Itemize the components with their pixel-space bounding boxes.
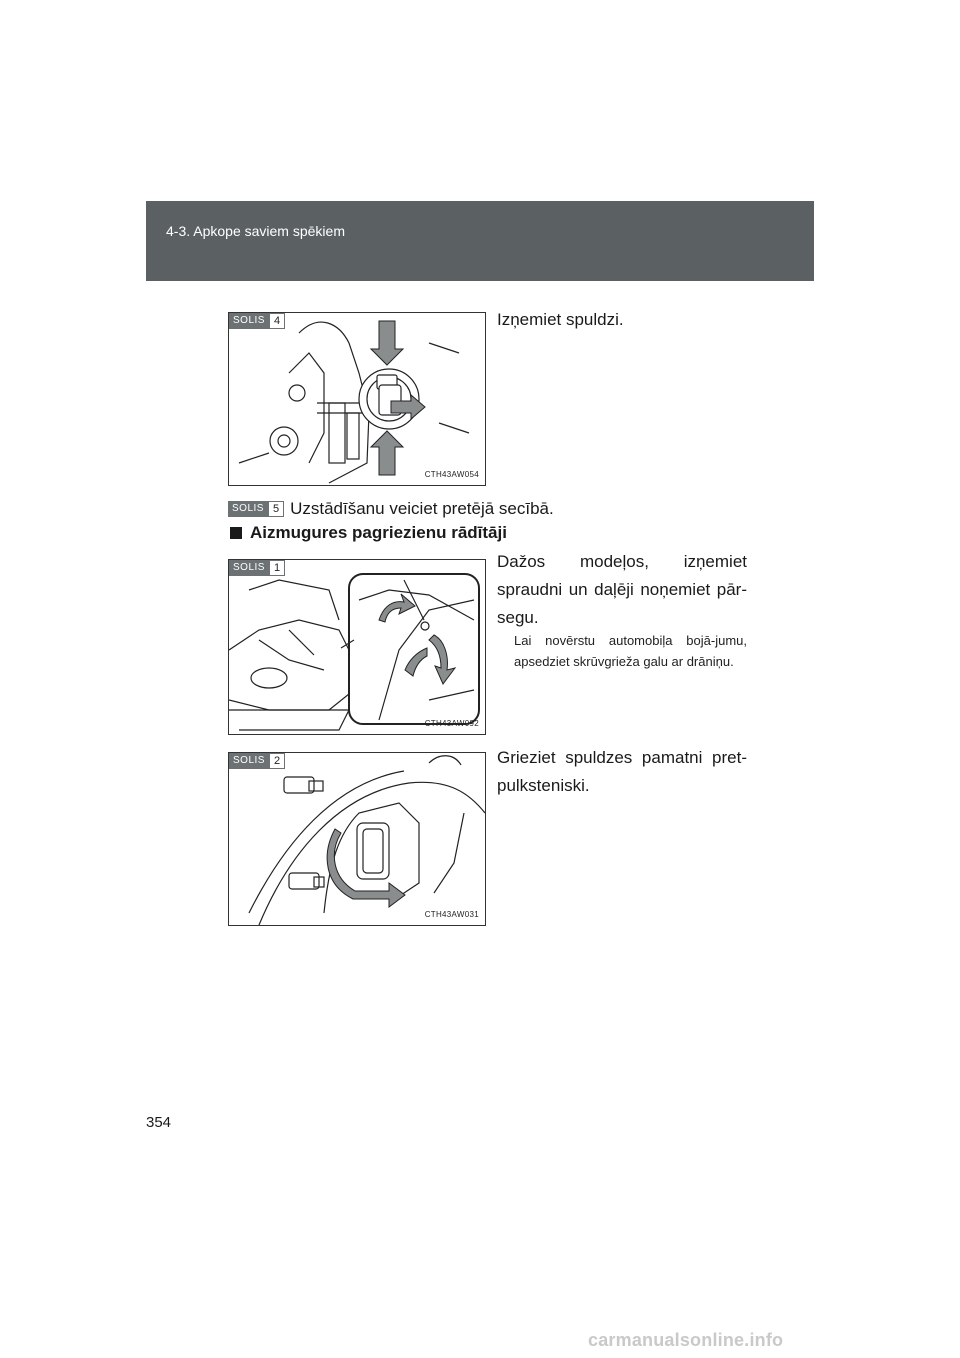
cover-removal-illustration [229,560,485,734]
section-step-1-text: Dažos modeļos, izņemiet spraudni un daļēji noņemiet pār-segu. [497,552,747,627]
arrow-down-icon [371,321,403,365]
section-step-2-text: Grieziet spuldzes pamatni pret-pulksteniski. [497,748,747,795]
figure-code: CTH43AW092 [424,719,479,728]
step-5 [228,499,554,519]
square-bullet-icon [230,527,242,539]
section-title: 4-3. Apkope saviem spēkiem [166,223,345,239]
figure-code: CTH43AW054 [424,470,479,479]
page-number: 354 [146,1114,172,1131]
figure-bulb-base-rotation [228,752,486,926]
bulb-base-rotation-illustration [229,753,485,925]
section-heading: Aizmugures pagriezienu rādītāji [230,523,507,543]
bulb-removal-illustration [229,313,485,485]
step-badge: SOLIS 2 [229,753,285,769]
figure-bulb-removal [228,312,486,486]
step-4-text: Izņemiet spuldzi. [497,310,624,329]
footer-watermark-link[interactable]: carmanualsonline.info [588,1330,784,1350]
step-badge: SOLIS 5 [228,501,284,517]
step-badge: SOLIS 1 [229,560,285,576]
figure-code: CTH43AW031 [424,910,479,919]
arrow-up-icon [371,431,403,475]
step-5-text: Uzstādīšanu veiciet pretējā secībā. [290,499,554,518]
step-badge: SOLIS 4 [229,313,285,329]
figure-cover-removal [228,559,486,735]
section-step-1-note: Lai novērstu automobiļa bojā-jumu, apsedziet skrūvgrieža galu ar drāniņu. [514,633,747,669]
section-header-band [146,201,814,281]
